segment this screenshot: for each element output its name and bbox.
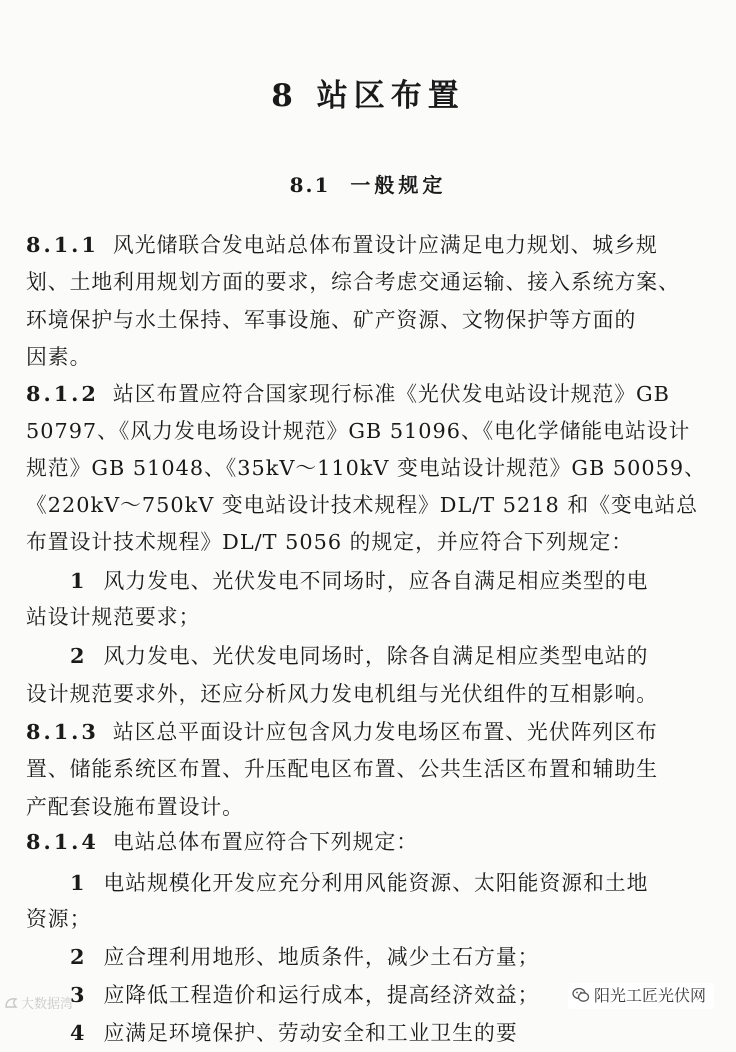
line-text: 环境保护与水土保持、军事设施、矿产资源、文物保护等方面的 <box>26 308 637 332</box>
line-text: 设计规范要求外，还应分析风力发电机组与光伏组件的互相影响。 <box>26 682 659 706</box>
watermark-right-text: 阳光工匠光伏网 <box>594 986 707 1005</box>
line-text: 资源； <box>26 907 92 931</box>
line-text: 应降低工程造价和运行成本，提高经济效益； <box>103 983 540 1007</box>
list-item-number: 1 <box>70 870 86 895</box>
text-line <box>26 598 716 636</box>
list-item-number: 3 <box>70 982 86 1007</box>
line-text: 站区布置应符合国家现行标准《光伏发电站设计规范》GB <box>112 382 670 406</box>
watermark-left-text: 大数据湾 <box>21 997 74 1012</box>
line-text: 布置设计技术规程》DL/T 5056 的规定，并应符合下列规定： <box>26 530 634 554</box>
chapter-title-text: 站区布置 <box>316 78 465 114</box>
line-text: 应合理利用地形、地质条件，减少土石方量； <box>103 945 540 969</box>
text-line <box>70 562 716 600</box>
line-text: 电站规模化开发应充分利用风能资源、太阳能资源和土地 <box>103 871 649 895</box>
text-line <box>26 788 716 826</box>
text-line <box>70 637 716 675</box>
text-line <box>26 523 716 561</box>
line-text: 因素。 <box>26 345 92 369</box>
line-text: 站区总平面设计应包含风力发电场区布置、光伏阵列区布 <box>112 720 658 744</box>
section-number: 8.1 <box>289 173 331 197</box>
clause-number: 8.1.4 <box>26 829 99 854</box>
list-item-number: 2 <box>70 643 86 668</box>
text-line <box>70 938 716 976</box>
watermark-right <box>568 983 714 1009</box>
line-text: 风力发电、光伏发电不同场时，应各自满足相应类型的电 <box>103 569 649 593</box>
line-text: 电站总体布置应符合下列规定： <box>112 830 419 854</box>
line-text: 风力发电、光伏发电同场时，除各自满足相应类型电站的 <box>103 644 649 668</box>
list-item-number: 2 <box>70 944 86 969</box>
line-text: 规范》GB 51048、《35kV～110kV 变电站设计规范》GB 50059、 <box>26 456 706 480</box>
text-line <box>26 449 716 487</box>
clause-number: 8.1.1 <box>26 232 99 257</box>
text-line <box>26 823 716 861</box>
wechat-icon <box>572 986 590 1004</box>
line-text: 《220kV～750kV 变电站设计技术规程》DL/T 5218 和《变电站总 <box>26 493 699 517</box>
section-title-text: 一般规定 <box>350 173 447 197</box>
text-line <box>26 750 716 788</box>
text-line <box>70 1014 716 1052</box>
line-text: 应满足环境保护、劳动安全和工业卫生的要 <box>103 1021 518 1045</box>
text-line <box>70 864 716 902</box>
watermark-left <box>4 993 73 1012</box>
clause-number: 8.1.3 <box>26 719 99 744</box>
line-text: 划、土地利用规划方面的要求，综合考虑交通运输、接入系统方案、 <box>26 270 680 294</box>
text-line <box>26 263 716 301</box>
text-line <box>26 412 716 450</box>
text-line <box>26 713 716 751</box>
text-line <box>26 338 716 376</box>
list-item-number: 4 <box>70 1020 86 1045</box>
list-item-number: 1 <box>70 568 86 593</box>
line-text: 50797、《风力发电场设计规范》GB 51096、《电化学储能电站设计 <box>26 419 691 443</box>
text-line <box>26 486 716 524</box>
text-line <box>26 226 716 264</box>
chapter-number: 8 <box>271 78 293 114</box>
line-text: 置、储能系统区布置、升压配电区布置、公共生活区布置和辅助生 <box>26 757 659 781</box>
text-line <box>26 675 716 713</box>
text-line <box>26 375 716 413</box>
clause-number: 8.1.2 <box>26 381 99 406</box>
line-text: 风光储联合发电站总体布置设计应满足电力规划、城乡规 <box>112 233 658 257</box>
text-line <box>26 301 716 339</box>
text-line <box>26 900 716 938</box>
chapter-title <box>0 70 736 115</box>
line-text: 产配套设施布置设计。 <box>26 795 244 819</box>
watermark-logo-icon <box>4 996 18 1010</box>
section-title <box>0 169 736 198</box>
line-text: 站设计规范要求； <box>26 605 201 629</box>
